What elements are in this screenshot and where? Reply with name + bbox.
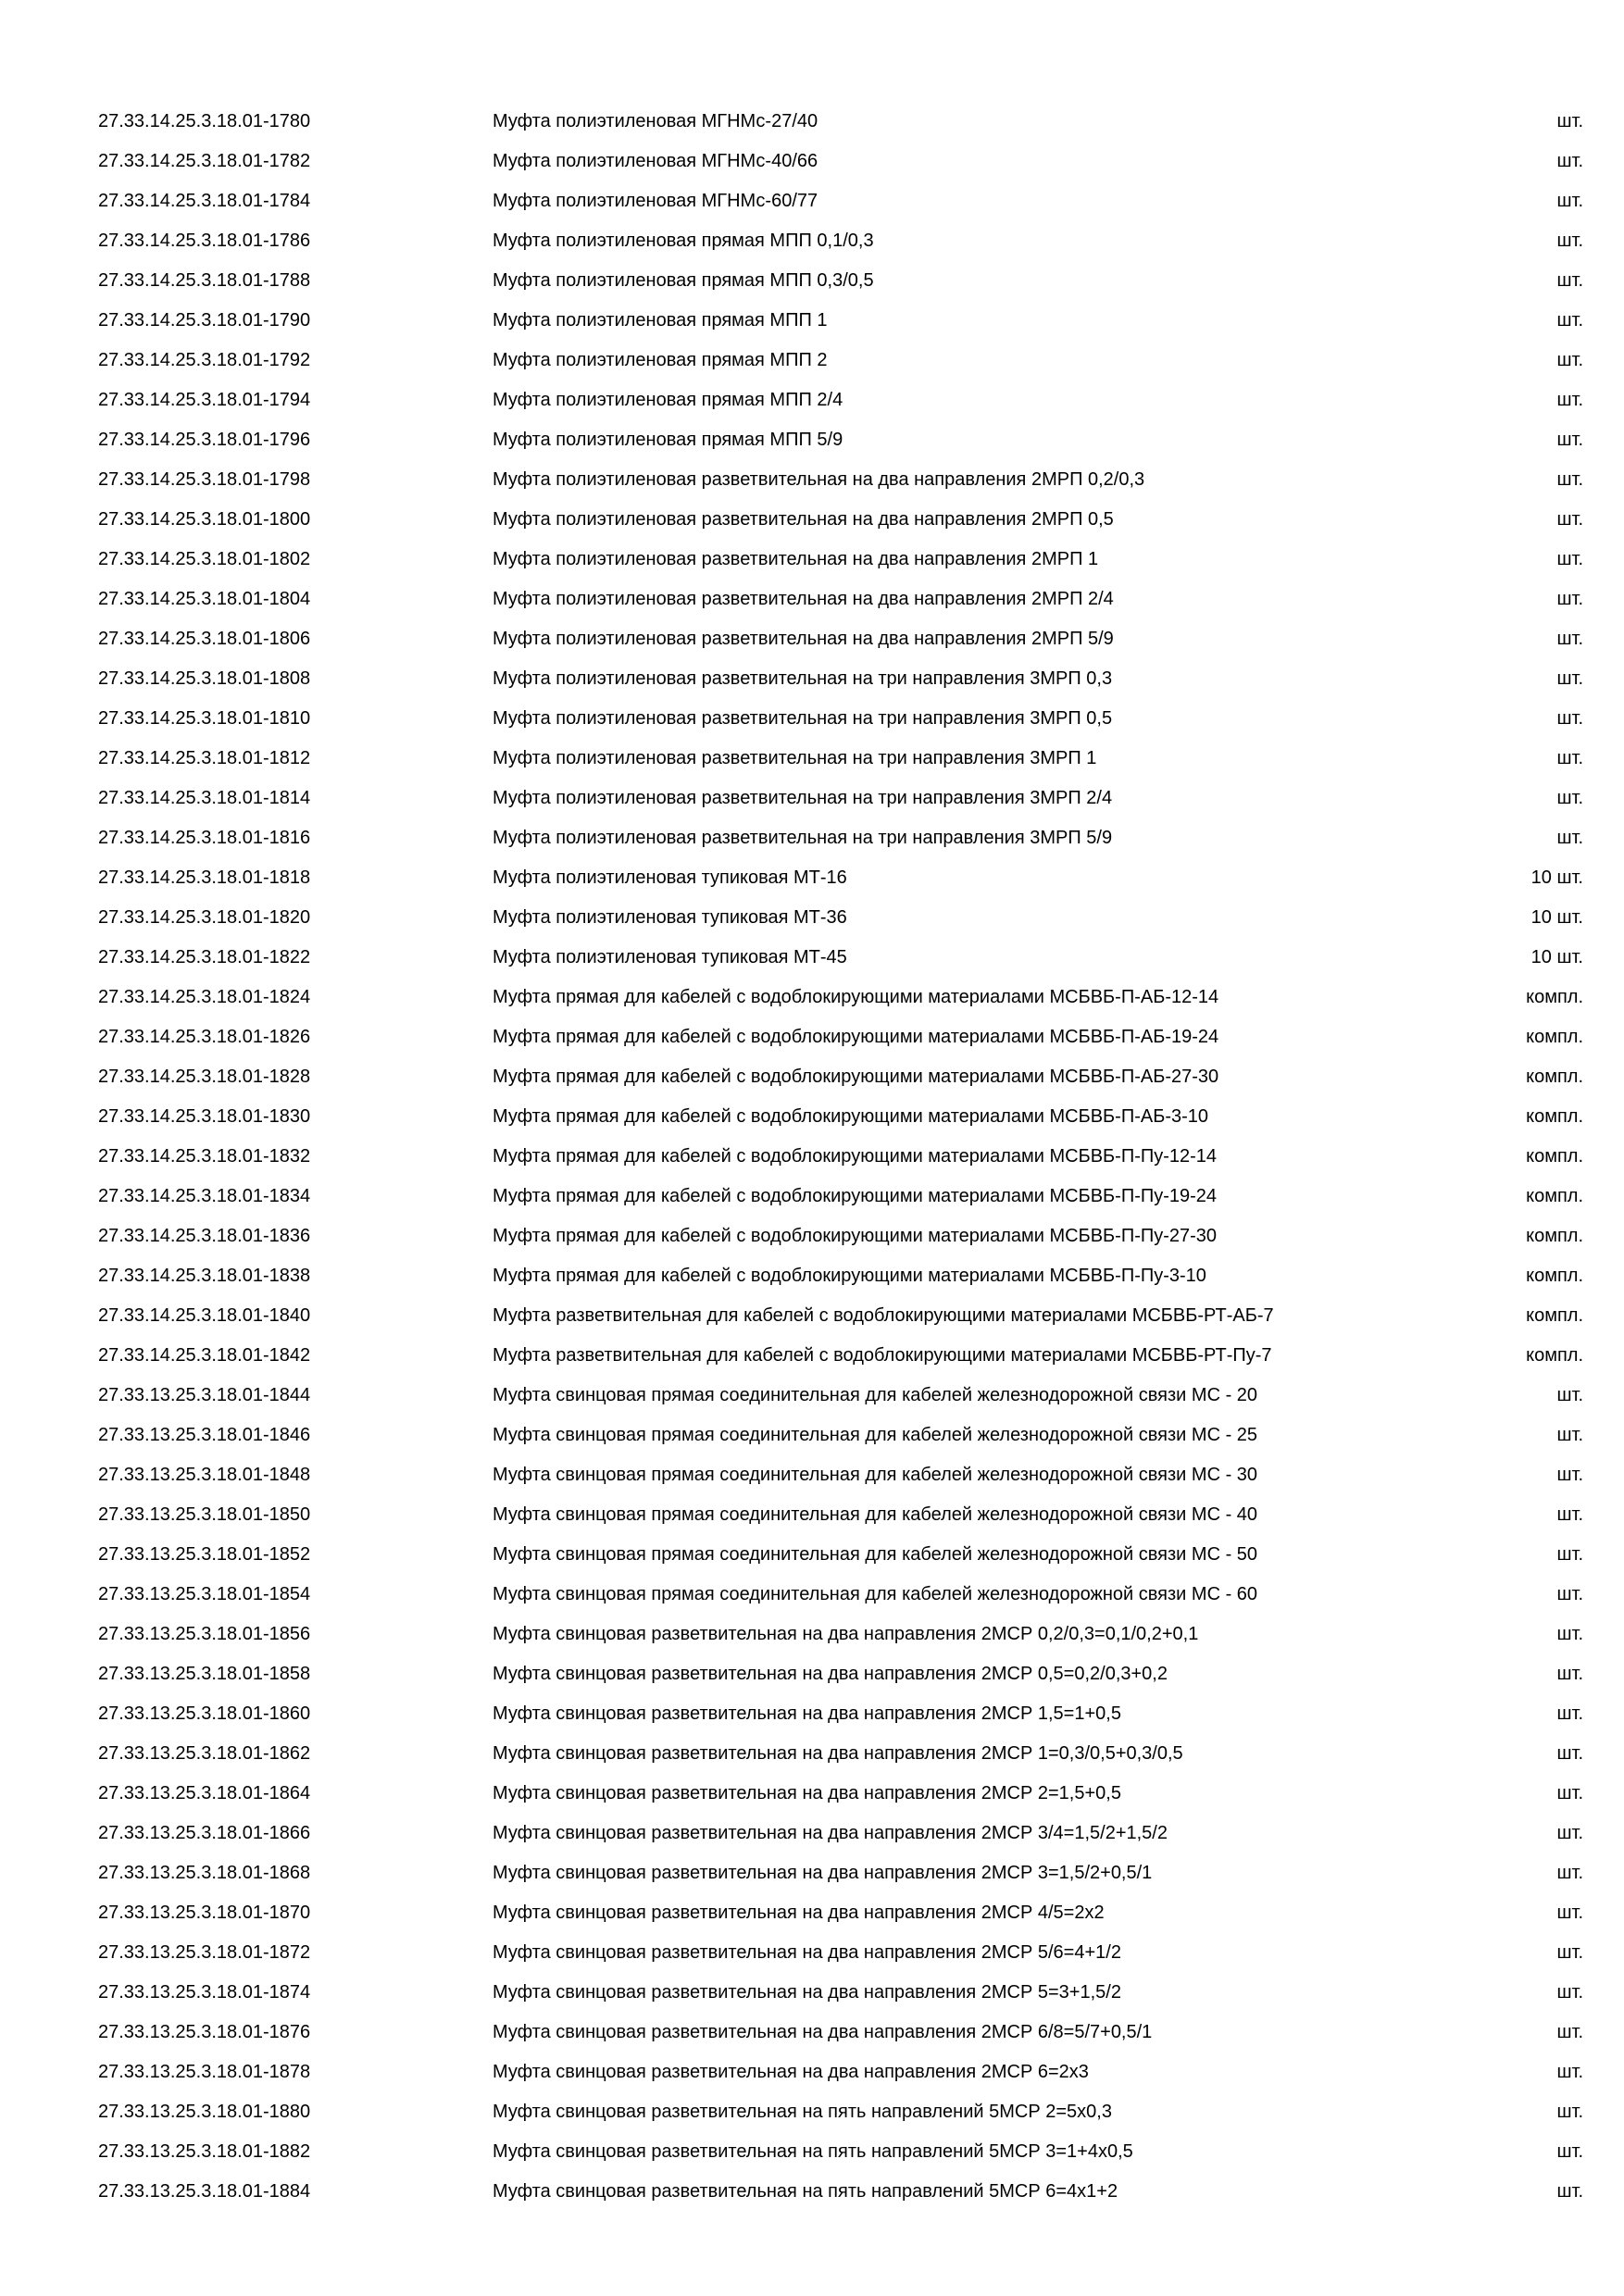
table-row bbox=[0, 1057, 1624, 1097]
unit-of-measure: шт. bbox=[1556, 1743, 1583, 1764]
unit-of-measure: компл. bbox=[1526, 1266, 1583, 1286]
unit-of-measure: компл. bbox=[1526, 1345, 1583, 1366]
resource-code: 27.33.14.25.3.18.01-1784 bbox=[98, 191, 311, 211]
resource-name: Муфта свинцовая разветвительная на пять направлений 5МСР 6=4х1+2 bbox=[493, 2181, 1118, 2202]
unit-of-measure: компл. bbox=[1526, 1226, 1583, 1246]
table-row bbox=[0, 341, 1624, 381]
table-row bbox=[0, 2092, 1624, 2132]
resource-name: Муфта полиэтиленовая МГНМс-27/40 bbox=[493, 111, 818, 131]
unit-of-measure: шт. bbox=[1556, 2141, 1583, 2162]
resource-name: Муфта свинцовая разветвительная на два направления 2МСР 1,5=1+0,5 bbox=[493, 1703, 1121, 1724]
table-row bbox=[0, 1495, 1624, 1535]
resource-name: Муфта полиэтиленовая МГНМс-60/77 bbox=[493, 191, 818, 211]
table-row bbox=[0, 1017, 1624, 1057]
resource-name: Муфта прямая для кабелей с водоблокирующими материалами МСБВБ-П-Пу-27-30 bbox=[493, 1226, 1218, 1246]
unit-of-measure: шт. bbox=[1556, 788, 1583, 808]
unit-of-measure: шт. bbox=[1556, 1703, 1583, 1724]
table-row bbox=[0, 1853, 1624, 1893]
resource-code: 27.33.13.25.3.18.01-1878 bbox=[98, 2062, 311, 2082]
resource-name: Муфта свинцовая разветвительная на два направления 2МСР 5/6=4+1/2 bbox=[493, 1942, 1121, 1963]
resource-code: 27.33.13.25.3.18.01-1854 bbox=[98, 1584, 311, 1604]
resource-code: 27.33.13.25.3.18.01-1848 bbox=[98, 1465, 311, 1485]
resource-name: Муфта полиэтиленовая разветвительная на два направления 2МРП 1 bbox=[493, 549, 1099, 569]
table-row bbox=[0, 898, 1624, 938]
table-row bbox=[0, 1336, 1624, 1376]
resource-code: 27.33.14.25.3.18.01-1836 bbox=[98, 1226, 311, 1246]
resource-code: 27.33.14.25.3.18.01-1800 bbox=[98, 509, 311, 530]
table-row bbox=[0, 1256, 1624, 1296]
resource-code: 27.33.14.25.3.18.01-1792 bbox=[98, 350, 311, 370]
table-row bbox=[0, 1575, 1624, 1615]
unit-of-measure: шт. bbox=[1556, 1624, 1583, 1644]
unit-of-measure: шт. bbox=[1556, 1465, 1583, 1485]
resource-name: Муфта полиэтиленовая разветвительная на два направления 2МРП 5/9 bbox=[493, 629, 1114, 649]
unit-of-measure: шт. bbox=[1556, 1942, 1583, 1963]
resource-name: Муфта свинцовая разветвительная на два направления 2МСР 4/5=2х2 bbox=[493, 1903, 1105, 1923]
resource-code: 27.33.14.25.3.18.01-1802 bbox=[98, 549, 311, 569]
unit-of-measure: шт. bbox=[1556, 1863, 1583, 1883]
resource-name: Муфта полиэтиленовая разветвительная на три направления 3МРП 1 bbox=[493, 748, 1097, 768]
resource-code: 27.33.13.25.3.18.01-1846 bbox=[98, 1425, 311, 1445]
table-row bbox=[0, 221, 1624, 261]
resource-name: Муфта полиэтиленовая разветвительная на три направления 3МРП 2/4 bbox=[493, 788, 1113, 808]
resource-code: 27.33.14.25.3.18.01-1786 bbox=[98, 231, 311, 251]
resource-code: 27.33.14.25.3.18.01-1842 bbox=[98, 1345, 311, 1366]
table-row bbox=[0, 142, 1624, 181]
unit-of-measure: шт. bbox=[1556, 350, 1583, 370]
table-row bbox=[0, 2053, 1624, 2092]
table-row bbox=[0, 1654, 1624, 1694]
table-row bbox=[0, 2132, 1624, 2172]
unit-of-measure: шт. bbox=[1556, 1783, 1583, 1803]
unit-of-measure: шт. bbox=[1556, 509, 1583, 530]
table-row bbox=[0, 2013, 1624, 2053]
unit-of-measure: шт. bbox=[1556, 1544, 1583, 1565]
table-row bbox=[0, 261, 1624, 301]
resource-name: Муфта прямая для кабелей с водоблокирующими материалами МСБВБ-П-АБ-19-24 bbox=[493, 1027, 1219, 1047]
unit-of-measure: шт. bbox=[1556, 111, 1583, 131]
table-row bbox=[0, 1615, 1624, 1654]
resource-name: Муфта разветвительная для кабелей с водоблокирующими материалами МСБВБ-РТ-Пу-7 bbox=[493, 1345, 1272, 1366]
unit-of-measure: шт. bbox=[1556, 629, 1583, 649]
resource-code: 27.33.13.25.3.18.01-1864 bbox=[98, 1783, 311, 1803]
table-row bbox=[0, 2172, 1624, 2212]
resource-code: 27.33.14.25.3.18.01-1812 bbox=[98, 748, 311, 768]
unit-of-measure: шт. bbox=[1556, 270, 1583, 291]
resource-name: Муфта полиэтиленовая разветвительная на два направления 2МРП 0,5 bbox=[493, 509, 1114, 530]
unit-of-measure: шт. bbox=[1556, 231, 1583, 251]
resource-code: 27.33.14.25.3.18.01-1780 bbox=[98, 111, 311, 131]
resource-code: 27.33.14.25.3.18.01-1830 bbox=[98, 1106, 311, 1127]
resource-name: Муфта полиэтиленовая тупиковая МТ-36 bbox=[493, 907, 847, 928]
resource-code: 27.33.14.25.3.18.01-1816 bbox=[98, 828, 311, 848]
resource-code: 27.33.13.25.3.18.01-1860 bbox=[98, 1703, 311, 1724]
table-row bbox=[0, 1217, 1624, 1256]
unit-of-measure: 10 шт. bbox=[1530, 867, 1583, 888]
table-row bbox=[0, 1137, 1624, 1177]
resource-code: 27.33.13.25.3.18.01-1866 bbox=[98, 1823, 311, 1843]
resource-name: Муфта прямая для кабелей с водоблокирующими материалами МСБВБ-П-Пу-12-14 bbox=[493, 1146, 1218, 1167]
resource-name: Муфта полиэтиленовая прямая МПП 2 bbox=[493, 350, 828, 370]
unit-of-measure: компл. bbox=[1526, 1106, 1583, 1127]
resource-name: Муфта прямая для кабелей с водоблокирующими материалами МСБВБ-П-АБ-12-14 bbox=[493, 987, 1219, 1007]
table-row bbox=[0, 1376, 1624, 1416]
resource-code: 27.33.14.25.3.18.01-1840 bbox=[98, 1305, 311, 1326]
unit-of-measure: шт. bbox=[1556, 1425, 1583, 1445]
table-row bbox=[0, 1535, 1624, 1575]
table-row bbox=[0, 1455, 1624, 1495]
resource-code: 27.33.13.25.3.18.01-1882 bbox=[98, 2141, 311, 2162]
unit-of-measure: шт. bbox=[1556, 1903, 1583, 1923]
resource-name: Муфта полиэтиленовая разветвительная на три направления 3МРП 5/9 bbox=[493, 828, 1113, 848]
table-row bbox=[0, 1694, 1624, 1734]
table-row bbox=[0, 181, 1624, 221]
table-row bbox=[0, 500, 1624, 540]
table-row bbox=[0, 301, 1624, 341]
resource-code: 27.33.14.25.3.18.01-1814 bbox=[98, 788, 311, 808]
resource-name: Муфта полиэтиленовая прямая МПП 5/9 bbox=[493, 430, 843, 450]
unit-of-measure: шт. bbox=[1556, 1823, 1583, 1843]
table-row bbox=[0, 1893, 1624, 1933]
resource-code: 27.33.14.25.3.18.01-1828 bbox=[98, 1067, 311, 1087]
table-row bbox=[0, 779, 1624, 818]
resource-code: 27.33.14.25.3.18.01-1790 bbox=[98, 310, 311, 331]
resource-name: Муфта полиэтиленовая прямая МПП 0,3/0,5 bbox=[493, 270, 874, 291]
resource-code: 27.33.14.25.3.18.01-1804 bbox=[98, 589, 311, 609]
resource-code: 27.33.14.25.3.18.01-1834 bbox=[98, 1186, 311, 1206]
unit-of-measure: шт. bbox=[1556, 1982, 1583, 2003]
unit-of-measure: компл. bbox=[1526, 1305, 1583, 1326]
unit-of-measure: шт. bbox=[1556, 191, 1583, 211]
resource-name: Муфта свинцовая прямая соединительная для кабелей железнодорожной связи МС - 25 bbox=[493, 1425, 1258, 1445]
table-row bbox=[0, 739, 1624, 779]
resource-name: Муфта прямая для кабелей с водоблокирующими материалами МСБВБ-П-АБ-27-30 bbox=[493, 1067, 1219, 1087]
resource-name: Муфта свинцовая прямая соединительная для кабелей железнодорожной связи МС - 20 bbox=[493, 1385, 1258, 1405]
unit-of-measure: шт. bbox=[1556, 589, 1583, 609]
resource-name: Муфта разветвительная для кабелей с водоблокирующими материалами МСБВБ-РТ-АБ-7 bbox=[493, 1305, 1274, 1326]
resource-name: Муфта прямая для кабелей с водоблокирующими материалами МСБВБ-П-Пу-3-10 bbox=[493, 1266, 1206, 1286]
unit-of-measure: шт. bbox=[1556, 310, 1583, 331]
table-row bbox=[0, 818, 1624, 858]
resource-name: Муфта полиэтиленовая разветвительная на три направления 3МРП 0,3 bbox=[493, 668, 1113, 689]
unit-of-measure: компл. bbox=[1526, 1067, 1583, 1087]
resource-name: Муфта свинцовая разветвительная на два направления 2МСР 0,2/0,3=0,1/0,2+0,1 bbox=[493, 1624, 1199, 1644]
table-row bbox=[0, 659, 1624, 699]
resource-code: 27.33.13.25.3.18.01-1884 bbox=[98, 2181, 311, 2202]
unit-of-measure: шт. bbox=[1556, 1664, 1583, 1684]
table-row bbox=[0, 102, 1624, 142]
resource-code: 27.33.13.25.3.18.01-1876 bbox=[98, 2022, 311, 2042]
resource-name: Муфта свинцовая прямая соединительная для кабелей железнодорожной связи МС - 40 bbox=[493, 1504, 1258, 1525]
resource-name: Муфта свинцовая прямая соединительная для кабелей железнодорожной связи МС - 50 bbox=[493, 1544, 1258, 1565]
table-row bbox=[0, 580, 1624, 619]
resource-name: Муфта полиэтиленовая прямая МПП 1 bbox=[493, 310, 828, 331]
resource-code: 27.33.13.25.3.18.01-1850 bbox=[98, 1504, 311, 1525]
resource-name: Муфта свинцовая прямая соединительная для кабелей железнодорожной связи МС - 30 bbox=[493, 1465, 1258, 1485]
resource-code: 27.33.14.25.3.18.01-1794 bbox=[98, 390, 311, 410]
resource-code: 27.33.13.25.3.18.01-1852 bbox=[98, 1544, 311, 1565]
resource-code: 27.33.14.25.3.18.01-1788 bbox=[98, 270, 311, 291]
table-row bbox=[0, 1774, 1624, 1814]
table-row bbox=[0, 381, 1624, 420]
resource-code: 27.33.13.25.3.18.01-1880 bbox=[98, 2102, 311, 2122]
resource-name: Муфта свинцовая разветвительная на два направления 2МСР 1=0,3/0,5+0,3/0,5 bbox=[493, 1743, 1183, 1764]
resource-code: 27.33.14.25.3.18.01-1806 bbox=[98, 629, 311, 649]
table-row bbox=[0, 1416, 1624, 1455]
unit-of-measure: шт. bbox=[1556, 2102, 1583, 2122]
resource-code: 27.33.14.25.3.18.01-1838 bbox=[98, 1266, 311, 1286]
resource-code: 27.33.14.25.3.18.01-1796 bbox=[98, 430, 311, 450]
resource-code: 27.33.13.25.3.18.01-1856 bbox=[98, 1624, 311, 1644]
resource-code: 27.33.14.25.3.18.01-1782 bbox=[98, 151, 311, 171]
table-row bbox=[0, 619, 1624, 659]
table-row bbox=[0, 1973, 1624, 2013]
resource-name: Муфта полиэтиленовая прямая МПП 0,1/0,3 bbox=[493, 231, 874, 251]
unit-of-measure: шт. bbox=[1556, 430, 1583, 450]
unit-of-measure: шт. bbox=[1556, 2181, 1583, 2202]
resource-name: Муфта свинцовая разветвительная на два направления 2МСР 3/4=1,5/2+1,5/2 bbox=[493, 1823, 1168, 1843]
unit-of-measure: компл. bbox=[1526, 987, 1583, 1007]
resource-name: Муфта прямая для кабелей с водоблокирующими материалами МСБВБ-П-Пу-19-24 bbox=[493, 1186, 1218, 1206]
unit-of-measure: шт. bbox=[1556, 1584, 1583, 1604]
unit-of-measure: шт. bbox=[1556, 708, 1583, 729]
resource-name: Муфта свинцовая разветвительная на два направления 2МСР 0,5=0,2/0,3+0,2 bbox=[493, 1664, 1168, 1684]
unit-of-measure: шт. bbox=[1556, 748, 1583, 768]
table-row bbox=[0, 858, 1624, 898]
unit-of-measure: шт. bbox=[1556, 1504, 1583, 1525]
resource-code: 27.33.13.25.3.18.01-1870 bbox=[98, 1903, 311, 1923]
unit-of-measure: компл. bbox=[1526, 1146, 1583, 1167]
resource-name: Муфта полиэтиленовая тупиковая МТ-45 bbox=[493, 947, 847, 967]
unit-of-measure: 10 шт. bbox=[1530, 947, 1583, 967]
resource-name: Муфта полиэтиленовая разветвительная на три направления 3МРП 0,5 bbox=[493, 708, 1113, 729]
resource-name: Муфта свинцовая разветвительная на два направления 2МСР 6/8=5/7+0,5/1 bbox=[493, 2022, 1153, 2042]
unit-of-measure: шт. bbox=[1556, 2022, 1583, 2042]
table-row bbox=[0, 1814, 1624, 1853]
resource-name: Муфта полиэтиленовая прямая МПП 2/4 bbox=[493, 390, 843, 410]
unit-of-measure: 10 шт. bbox=[1530, 907, 1583, 928]
resource-name: Муфта прямая для кабелей с водоблокирующими материалами МСБВБ-П-АБ-3-10 bbox=[493, 1106, 1209, 1127]
table-row bbox=[0, 1296, 1624, 1336]
table-row bbox=[0, 978, 1624, 1017]
unit-of-measure: шт. bbox=[1556, 469, 1583, 490]
unit-of-measure: шт. bbox=[1556, 828, 1583, 848]
resource-code: 27.33.13.25.3.18.01-1868 bbox=[98, 1863, 311, 1883]
table-row bbox=[0, 1933, 1624, 1973]
table-row bbox=[0, 460, 1624, 500]
unit-of-measure: шт. bbox=[1556, 390, 1583, 410]
resource-code: 27.33.14.25.3.18.01-1832 bbox=[98, 1146, 311, 1167]
resource-code: 27.33.13.25.3.18.01-1862 bbox=[98, 1743, 311, 1764]
unit-of-measure: шт. bbox=[1556, 668, 1583, 689]
resource-name: Муфта свинцовая разветвительная на два направления 2МСР 2=1,5+0,5 bbox=[493, 1783, 1121, 1803]
resource-code: 27.33.14.25.3.18.01-1826 bbox=[98, 1027, 311, 1047]
resource-code: 27.33.13.25.3.18.01-1872 bbox=[98, 1942, 311, 1963]
resource-code: 27.33.14.25.3.18.01-1810 bbox=[98, 708, 311, 729]
unit-of-measure: шт. bbox=[1556, 549, 1583, 569]
resource-name: Муфта полиэтиленовая МГНМс-40/66 bbox=[493, 151, 818, 171]
resource-name: Муфта свинцовая разветвительная на пять направлений 5МСР 3=1+4х0,5 bbox=[493, 2141, 1133, 2162]
resource-name: Муфта свинцовая разветвительная на два направления 2МСР 5=3+1,5/2 bbox=[493, 1982, 1121, 2003]
resource-name: Муфта свинцовая прямая соединительная для кабелей железнодорожной связи МС - 60 bbox=[493, 1584, 1258, 1604]
resource-name: Муфта полиэтиленовая разветвительная на два направления 2МРП 0,2/0,3 bbox=[493, 469, 1145, 490]
table-row bbox=[0, 1097, 1624, 1137]
resource-code: 27.33.13.25.3.18.01-1844 bbox=[98, 1385, 311, 1405]
table-row bbox=[0, 420, 1624, 460]
resource-code: 27.33.13.25.3.18.01-1858 bbox=[98, 1664, 311, 1684]
table-row bbox=[0, 699, 1624, 739]
resource-code: 27.33.14.25.3.18.01-1824 bbox=[98, 987, 311, 1007]
table-row bbox=[0, 1177, 1624, 1217]
unit-of-measure: компл. bbox=[1526, 1186, 1583, 1206]
table-row bbox=[0, 540, 1624, 580]
unit-of-measure: шт. bbox=[1556, 2062, 1583, 2082]
table-row bbox=[0, 1734, 1624, 1774]
resource-code: 27.33.13.25.3.18.01-1874 bbox=[98, 1982, 311, 2003]
unit-of-measure: шт. bbox=[1556, 1385, 1583, 1405]
resource-code: 27.33.14.25.3.18.01-1820 bbox=[98, 907, 311, 928]
resource-name: Муфта свинцовая разветвительная на два направления 2МСР 6=2х3 bbox=[493, 2062, 1089, 2082]
resource-code: 27.33.14.25.3.18.01-1822 bbox=[98, 947, 311, 967]
unit-of-measure: компл. bbox=[1526, 1027, 1583, 1047]
resource-name: Муфта свинцовая разветвительная на два направления 2МСР 3=1,5/2+0,5/1 bbox=[493, 1863, 1153, 1883]
resource-code: 27.33.14.25.3.18.01-1798 bbox=[98, 469, 311, 490]
table-row bbox=[0, 938, 1624, 978]
resource-name: Муфта свинцовая разветвительная на пять направлений 5МСР 2=5х0,3 bbox=[493, 2102, 1112, 2122]
resource-code: 27.33.14.25.3.18.01-1818 bbox=[98, 867, 311, 888]
unit-of-measure: шт. bbox=[1556, 151, 1583, 171]
resource-name: Муфта полиэтиленовая тупиковая МТ-16 bbox=[493, 867, 847, 888]
resource-name: Муфта полиэтиленовая разветвительная на два направления 2МРП 2/4 bbox=[493, 589, 1114, 609]
resource-code: 27.33.14.25.3.18.01-1808 bbox=[98, 668, 311, 689]
